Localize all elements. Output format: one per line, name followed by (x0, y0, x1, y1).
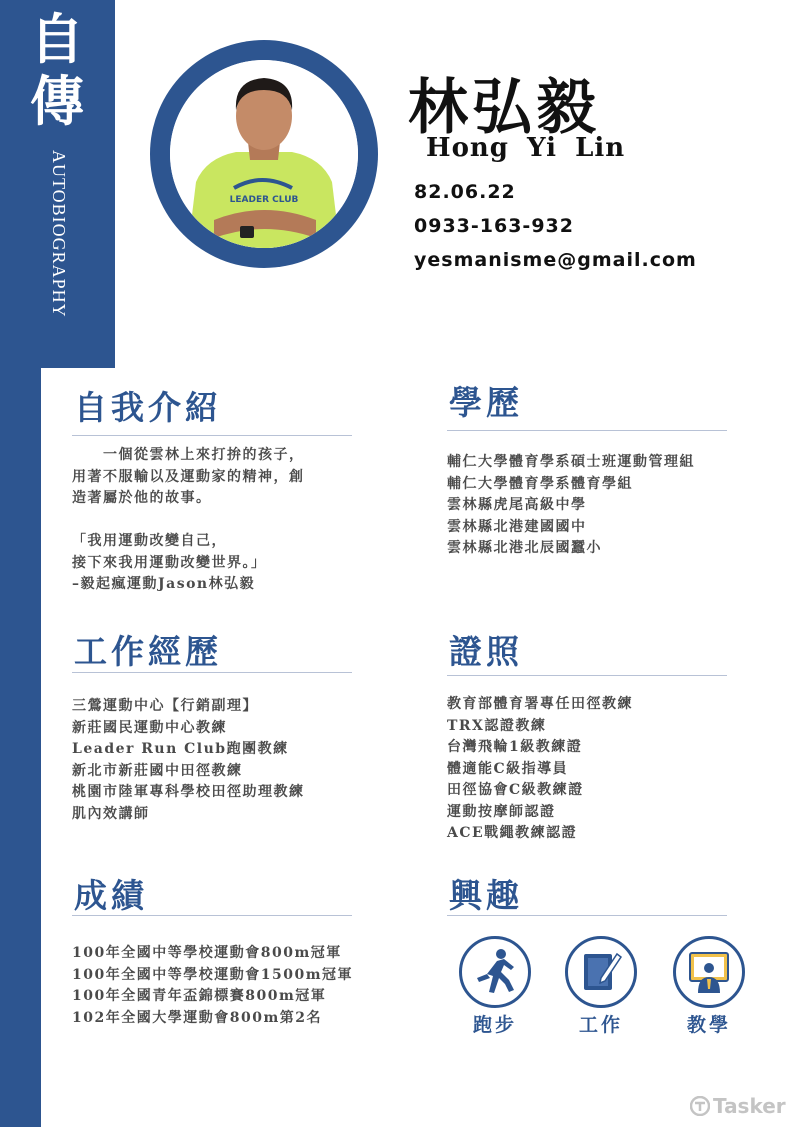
achievement-item: 100年全國青年盃錦標賽800m冠軍 (72, 988, 327, 1004)
achievement-item: 102年全國大學運動會800m第2名 (72, 1009, 323, 1026)
work-item: 肌內效講師 (72, 805, 150, 822)
achievements-list (72, 943, 353, 1029)
work-item: Leader Run Club跑團教練 (72, 741, 289, 757)
teacher-board-icon (673, 936, 745, 1008)
education-item: 雲林縣虎尾高級中學 (447, 497, 587, 513)
certificate-item: 體適能C級指導員 (447, 760, 569, 777)
profile-portrait-illustration (170, 60, 358, 248)
hobby-label: 教學 (686, 1014, 731, 1036)
achievement-item: 100年全國中等學校運動會1500m冠軍 (72, 966, 354, 983)
work-item: 三鶯運動中心【行銷副理】 (72, 698, 258, 714)
certificate-item: 台灣飛輪1級教練證 (447, 739, 583, 755)
work-item: 桃園市陸軍專科學校田徑助理教練 (72, 784, 305, 800)
education-title: 學歷 (449, 383, 523, 422)
intro-line: 一個從雲林上來打拚的孩子， (72, 447, 305, 463)
email-address: yesmanisme@gmail.com (414, 249, 697, 271)
certificates-divider (447, 675, 727, 676)
watermark-logo-icon (690, 1096, 710, 1116)
running-icon (459, 936, 531, 1008)
notebook-pen-icon (565, 936, 637, 1008)
name-en: Hong Yi Lin (426, 133, 626, 163)
shirt-logo-text: LEADER CLUB (229, 195, 299, 205)
education-item: 輔仁大學體育學系體育學組 (447, 475, 633, 492)
autobiography-title-en-wrap (45, 150, 71, 350)
autobiography-title-zh: 自傳 (30, 7, 84, 133)
work-title: 工作經歷 (74, 632, 222, 671)
achievement-item: 100年全國中等學校運動會800m冠軍 (72, 945, 342, 961)
work-item: 新莊國民運動中心教練 (72, 719, 227, 736)
intro-divider (72, 435, 352, 436)
work-item: 新北市新莊國中田徑教練 (72, 762, 243, 779)
hobbies-divider (447, 915, 727, 916)
hobby-work (561, 936, 641, 1037)
intro-line: 用著不服輸以及運動家的精神，創 (72, 468, 305, 485)
education-item: 雲林縣北港北辰國蠶小 (447, 540, 602, 556)
certificate-item: TRX認證教練 (447, 717, 547, 734)
intro-signature: –毅起瘋運動Jason林弘毅 (72, 576, 256, 592)
hobbies-title: 興趣 (449, 876, 523, 915)
hobby-teaching (669, 936, 749, 1037)
certificate-item: 田徑協會C級教練證 (447, 782, 584, 798)
intro-quote-line: 「我用運動改變自己， (72, 533, 227, 549)
work-divider (72, 672, 352, 673)
birth-date: 82.06.22 (414, 181, 516, 203)
intro-title: 自我介紹 (74, 388, 222, 427)
achievements-divider (72, 915, 352, 916)
phone-number: 0933-163-932 (414, 215, 574, 237)
hobby-label: 跑步 (472, 1014, 517, 1036)
profile-photo (170, 60, 358, 248)
autobiography-title-en: AUTOBIOGRAPHY (49, 150, 69, 318)
certificate-item: ACE戰繩教練認證 (447, 825, 578, 841)
hobby-label: 工作 (578, 1014, 623, 1036)
intro-quote-line: 接下來我用運動改變世界。」 (72, 554, 267, 571)
intro-line: 造著屬於他的故事。 (72, 490, 212, 506)
profile-photo-frame (150, 40, 378, 268)
education-list (447, 452, 695, 560)
sidebar-strip (0, 368, 41, 1127)
certificate-item: 運動按摩師認證 (447, 803, 556, 820)
certificates-title: 證照 (449, 632, 523, 671)
hobby-running (455, 936, 535, 1037)
watermark-text: Tasker (713, 1094, 786, 1118)
certificates-list (447, 694, 633, 845)
education-item: 雲林縣北港建國國中 (447, 518, 587, 535)
education-divider (447, 430, 727, 431)
work-list (72, 696, 305, 825)
education-item: 輔仁大學體育學系碩士班運動管理組 (447, 454, 695, 470)
achievements-title: 成績 (74, 876, 148, 915)
watermark (690, 1094, 786, 1118)
certificate-item: 教育部體育署專任田徑教練 (447, 696, 633, 712)
intro-text (72, 445, 305, 596)
name-zh: 林弘毅 (408, 73, 600, 143)
